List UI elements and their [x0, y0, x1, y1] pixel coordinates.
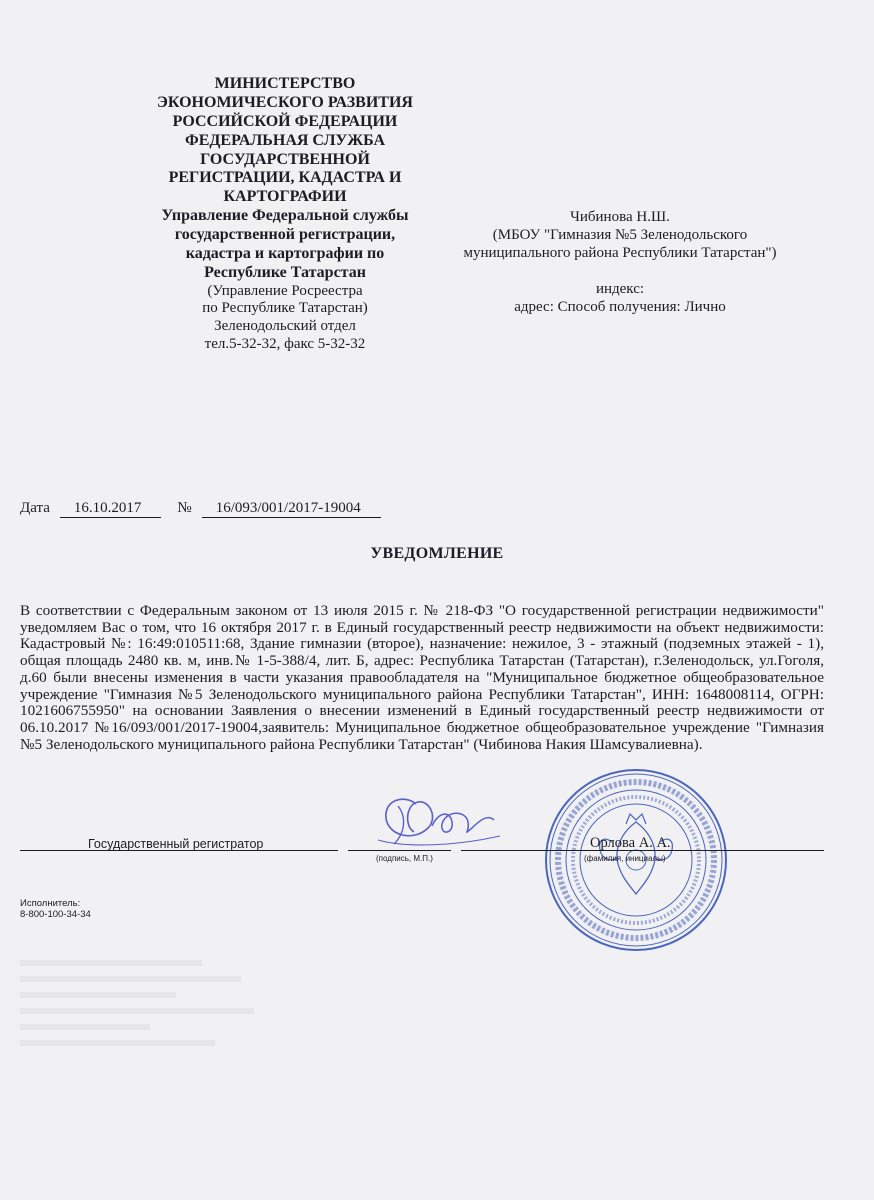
signature-underline — [348, 850, 451, 851]
registrar-role: Государственный регистратор — [88, 837, 264, 851]
service-name: ФЕДЕРАЛЬНАЯ СЛУЖБА ГОСУДАРСТВЕННОЙ РЕГИСТРАЦИИ, КАДАСТРА И КАРТОГРАФИИ — [168, 131, 402, 206]
issuer-block — [120, 75, 450, 353]
department-short-name: (Управление Росреестра по Республике Татарстан) — [202, 282, 368, 317]
department-name: Управление Федеральной службы государственной регистрации, кадастра и картографии по Республике Татарстан — [161, 207, 409, 281]
recipient-org-line-1: (МБОУ "Гимназия №5 Зеленодольского — [492, 227, 748, 243]
executor-label: Исполнитель: — [20, 898, 81, 909]
faint-show-through-lines — [20, 950, 280, 1056]
office-contacts: тел.5-32-32, факс 5-32-32 — [204, 335, 366, 352]
registrar-name: Орлова А. А. — [590, 835, 671, 851]
document-date: 16.10.2017 — [60, 500, 162, 518]
name-caption: (фамилия, инициалы) — [584, 854, 666, 863]
date-number-line — [20, 500, 381, 518]
document-title: УВЕДОМЛЕНИЕ — [370, 545, 504, 562]
executor-block — [20, 898, 91, 921]
recipient-org-line-2: муниципального района Республики Татарстан") — [463, 245, 777, 261]
signature-caption: (подпись, М.П.) — [376, 854, 433, 863]
office-name: Зеленодольский отдел — [214, 318, 356, 334]
ministry-name: МИНИСТЕРСТВО ЭКОНОМИЧЕСКОГО РАЗВИТИЯ РОССИЙСКОЙ ФЕДЕРАЦИИ — [157, 75, 413, 130]
recipient-address: адрес: Способ получения: Лично — [514, 299, 726, 315]
notification-text: В соответствии с Федеральным законом от 13 июля 2015 г. № 218-ФЗ "О государственной регистрации недвижимости" уведомляем Вас о том, что 16 октября 2017 г. в Единый государственный реестр недвижимости на объект недвижимости: Кадастровый №: 16:49:010511:68, Здание гимназии (второе), назначение: нежилое, 3 - этажный (подземных этажей - 1), общая площадь 2480 кв. м, инв.№ 1-5-388/4, лит. Б, адрес: Республика Татарстан (Татарстан), г.Зеленодольск, ул.Гоголя, д.60 были внесены изменения в части указания правообладателя на "Муниципальное бюджетное общеобразовательное учреждение "Гимназия №5 Зеленодольского муниципального района Республики Татарстан", ИНН: 1648008114, ОГРН: 1021606755950" на основании Заявления о внесении изменений в Единый государственный реестр недвижимости от 06.10.2017 №16/093/001/2017-19004,заявитель: Муниципальное бюджетное общеобразовательное учреждение "Гимназия №5 Зеленодольского муниципального района Республики Татарстан" (Чибинова Накия Шамсувалиевна). — [20, 602, 824, 753]
recipient-index: индекс: — [595, 281, 645, 297]
recipient-block — [430, 208, 810, 316]
signature-row — [20, 837, 824, 877]
number-label: № — [177, 500, 192, 516]
document-number: 16/093/001/2017-19004 — [202, 500, 381, 518]
date-label: Дата — [20, 500, 50, 516]
recipient-name: Чибинова Н.Ш. — [570, 209, 670, 225]
executor-phone: 8-800-100-34-34 — [20, 909, 91, 921]
